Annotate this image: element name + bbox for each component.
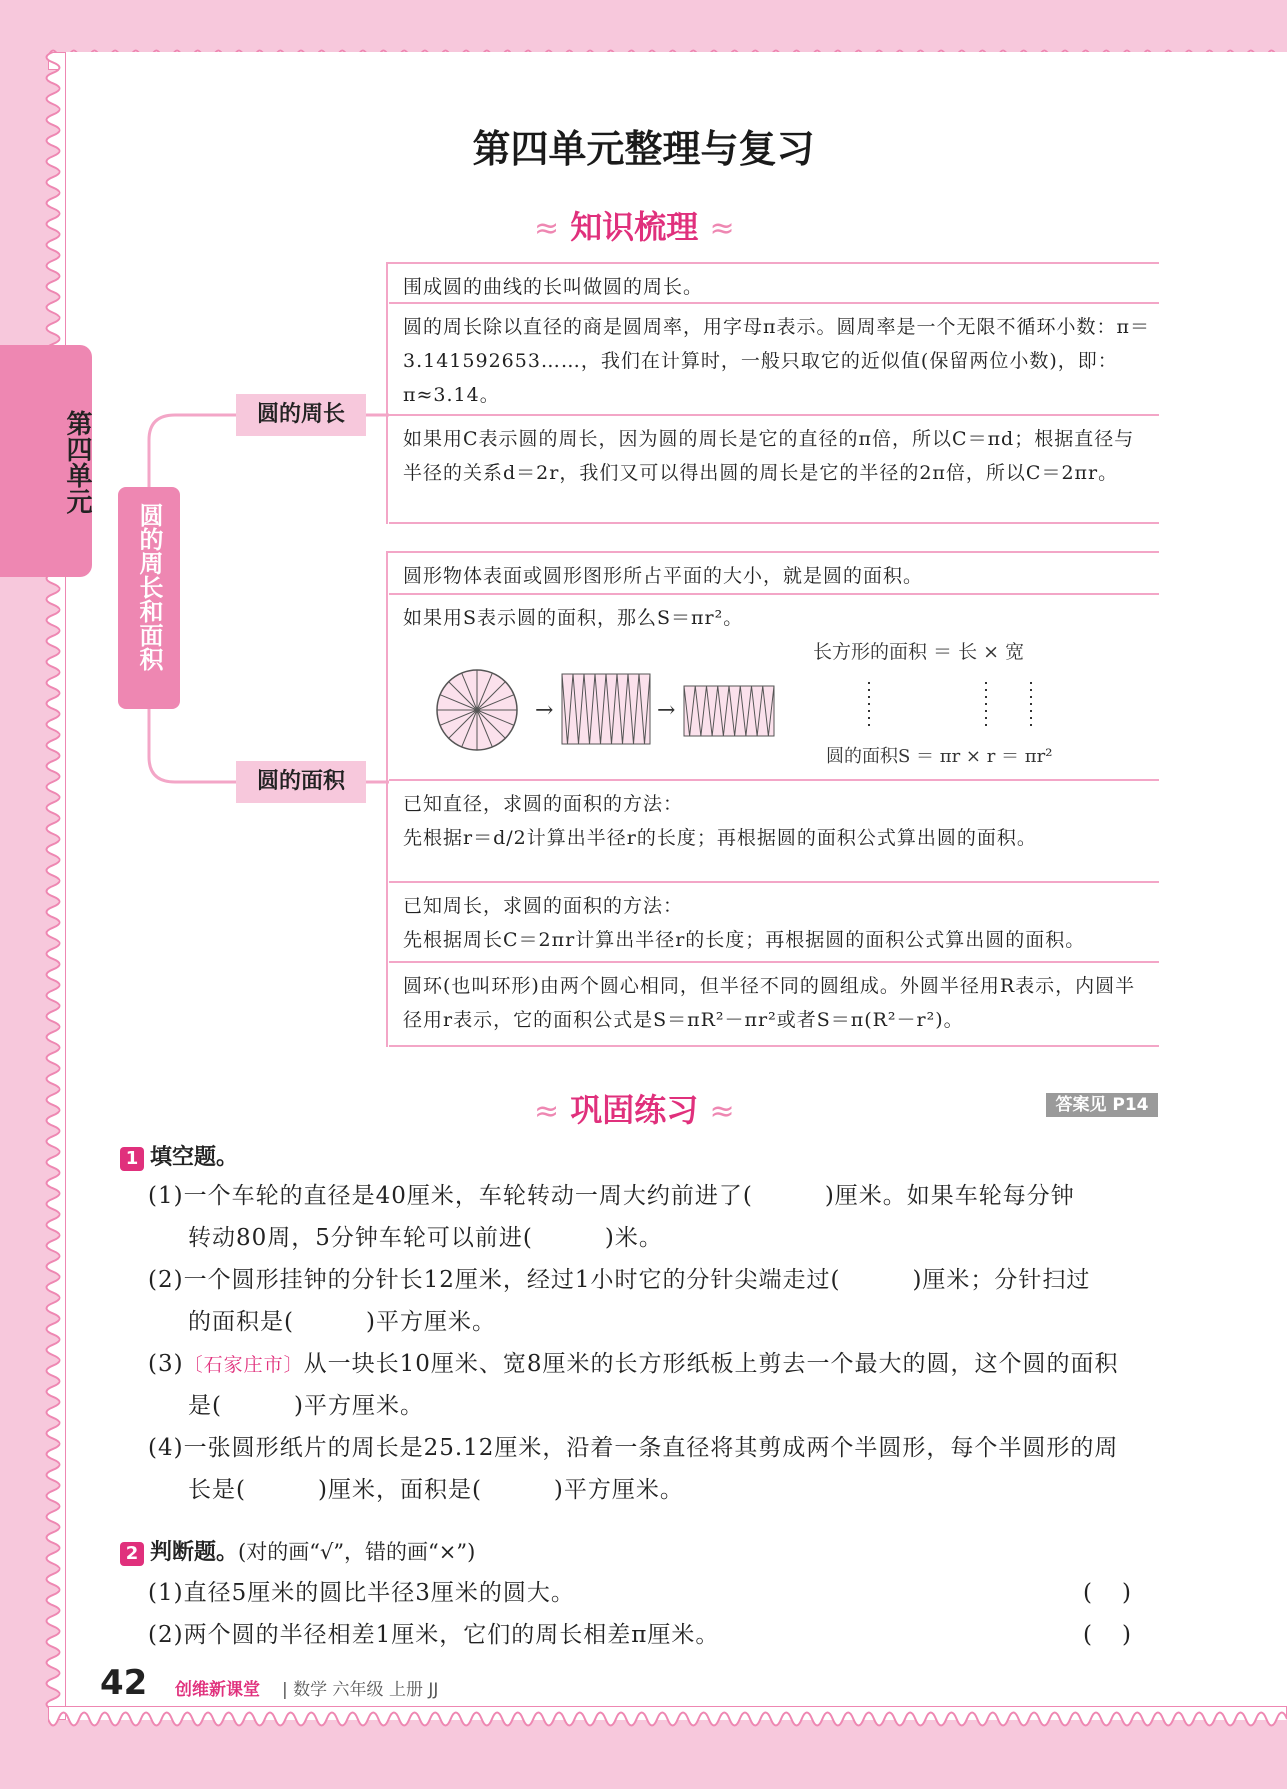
left-wave-border [40, 52, 66, 1720]
area-definition [389, 553, 1159, 595]
q1-line-1: (1)一个车轮的直径是40厘米，车轮转动一周大约前进了( )厘米。如果车轮每分钟 [148, 1183, 1075, 1209]
question-2-number: 2 [120, 1542, 144, 1566]
page-title: 第四单元整理与复习 [472, 127, 815, 171]
sliced-circle-icon [437, 670, 517, 750]
q1-sub-3-text: 从一块长10厘米、宽8厘米的长方形纸板上剪去一个最大的圆，这个圆的面积 [303, 1351, 1119, 1377]
branch-area: 圆的面积 [236, 761, 366, 803]
q1-line-5 [148, 1343, 1119, 1386]
question-2-title: 判断题。 [150, 1540, 239, 1565]
wave-icon: ≈ [709, 211, 735, 246]
mindmap-root-label: 圆的周长和面积 [135, 503, 163, 671]
answer-reference-badge: 答案见 P14 [1046, 1093, 1158, 1117]
q1-line-8: 长是( )厘米，面积是( )平方厘米。 [188, 1477, 684, 1503]
question-2-header [120, 1535, 475, 1566]
annulus-definition [389, 963, 1159, 1047]
q2-line-2: (2)两个圆的半径相差1厘米，它们的周长相差π厘米。 [148, 1622, 720, 1648]
question-1-header [120, 1140, 238, 1171]
section-knowledge-label: 知识梳理 [570, 208, 699, 246]
area-derivation-diagram [389, 640, 1159, 775]
area-from-diameter-head: 已知直径，求圆的面积的方法： [403, 793, 684, 815]
area-formula-text: 如果用S表示圆的面积，那么S＝πr²。 [403, 607, 744, 629]
wave-icon: ≈ [534, 211, 560, 246]
wave-icon: ≈ [709, 1094, 735, 1129]
pi-definition [389, 304, 1159, 416]
rect-area-formula: 长方形的面积 ＝ 长 × 宽 [813, 641, 1025, 663]
pi-definition-text: 圆的周长除以直径的商是圆周率，用字母π表示。圆周率是一个无限不循环小数：π＝3.141592653……，我们在计算时，一般只取它的近似值(保留两位小数)，即：π≈3.14。 [403, 316, 1150, 406]
area-from-perimeter [389, 883, 1159, 963]
annulus-definition-text: 圆环(也叫环形)由两个圆心相同，但半径不同的圆组成。外圆半径用R表示，内圆半径用r表示，它的面积公式是S＝πR²－πr²或者S＝π(R²－r²)。 [403, 975, 1136, 1031]
arrow-icon: → [535, 698, 554, 723]
section-practice-label: 巩固练习 [570, 1091, 699, 1129]
branch-perimeter: 圆的周长 [236, 394, 366, 436]
q2-answer-paren-2[interactable]: () [1083, 1622, 1161, 1648]
perimeter-definition-text: 围成圆的曲线的长叫做圆的周长。 [403, 276, 704, 298]
near-rectangle-icon [684, 686, 774, 736]
area-from-perimeter-head: 已知周长，求圆的面积的方法： [403, 895, 684, 917]
perimeter-group-bar [386, 262, 388, 524]
dotted-correspondence-lines [869, 682, 1031, 730]
q1-line-3: (2)一个圆形挂钟的分针长12厘米，经过1小时它的分针尖端走过( )厘米；分针扫过 [148, 1267, 1091, 1293]
page-number: 42 [100, 1663, 148, 1703]
perimeter-definition [389, 264, 1159, 304]
area-from-perimeter-text: 先根据周长C＝2πr计算出半径r的长度；再根据圆的面积公式算出圆的面积。 [403, 929, 1086, 951]
section-knowledge-header [534, 202, 735, 248]
q1-line-7: (4)一张圆形纸片的周长是25.12厘米，沿着一条直径将其剪成两个半圆形，每个半圆形的周 [148, 1435, 1119, 1461]
perimeter-formula [389, 416, 1159, 524]
rearranged-sectors-icon [562, 674, 650, 744]
mindmap-root [118, 487, 180, 709]
area-group-bar [386, 551, 388, 1047]
area-from-diameter-text: 先根据r＝d/2计算出半径r的长度；再根据圆的面积公式算出圆的面积。 [403, 827, 1037, 849]
wave-icon: ≈ [534, 1094, 560, 1129]
section-practice-header [534, 1085, 735, 1131]
unit-side-tab-label: 第四单元 [62, 410, 92, 514]
q1-sub-3-label: (3) [148, 1351, 184, 1377]
q1-line-4: 的面积是( )平方厘米。 [188, 1309, 496, 1335]
region-tag: 〔石家庄市〕 [183, 1354, 304, 1376]
footer-brand: 创维新课堂 [175, 1680, 260, 1700]
q1-line-6: 是( )平方厘米。 [188, 1393, 424, 1419]
question-1-number: 1 [120, 1147, 144, 1171]
footer-book-info: | 数学 六年级 上册 JJ [282, 1680, 439, 1700]
q1-line-2: 转动80周，5分钟车轮可以前进( )米。 [188, 1225, 663, 1251]
area-definition-text: 圆形物体表面或圆形图形所占平面的大小，就是圆的面积。 [403, 565, 924, 587]
arrow-icon: → [657, 698, 676, 723]
area-from-diameter [389, 781, 1159, 883]
perimeter-formula-text: 如果用C表示圆的周长，因为圆的周长是它的直径的π倍，所以C＝πd；根据直径与半径的关系d＝2r，我们又可以得出圆的周长是它的半径的2π倍，所以C＝2πr。 [403, 428, 1135, 484]
bottom-wave-border [48, 1706, 1287, 1732]
circle-area-formula: 圆的面积S ＝ πr × r ＝ πr² [826, 746, 1053, 767]
question-2-instruction: (对的画“√”，错的画“×”) [238, 1540, 476, 1564]
q2-line-1: (1)直径5厘米的圆比半径3厘米的圆大。 [148, 1580, 575, 1606]
q2-answer-paren-1[interactable]: () [1083, 1580, 1161, 1606]
question-1-title: 填空题。 [150, 1145, 239, 1170]
